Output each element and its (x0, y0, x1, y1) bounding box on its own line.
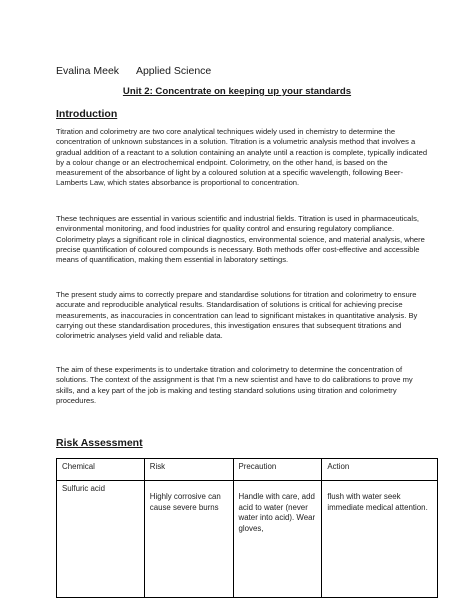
chemical-value: Sulfuric acid (62, 484, 105, 493)
column-header-precaution: Precaution (233, 459, 322, 481)
column-header-risk: Risk (144, 459, 233, 481)
column-header-action: Action (322, 459, 438, 481)
cell-action (322, 481, 438, 598)
risk-value: Highly corrosive can cause severe burns (149, 492, 221, 512)
introduction-heading: Introduction (56, 108, 118, 120)
precaution-value: Handle with care, add acid to water (never water into acid). Wear gloves, (238, 492, 316, 533)
subject-name: Applied Science (135, 65, 212, 77)
cell-risk (144, 481, 233, 598)
action-value: flush with water seek immediate medical attention. (327, 492, 428, 512)
table-header-row (57, 459, 438, 481)
unit-title: Unit 2: Concentrate on keeping up your standards (122, 86, 352, 97)
table-row (57, 481, 438, 598)
intro-paragraph-2: These techniques are essential in various scientific and industrial fields. Titration is used in pharmaceuticals, environmental monitoring, and food industries for quality control and ensuring regulatory compliance. Colorimetry plays a significant role in clinical diagnostics, environmental science, and material analysis, where precise quantification of coloured compounds is necessary. Both methods offer cost-effective and accessible means of quantification, making them essential in laboratory settings. (56, 214, 425, 265)
intro-paragraph-3: The present study aims to correctly prepare and standardise solutions for titration and colorimetry to ensure accurate and reproducible analytical results. Standardisation of solutions is critical for achieving precise measurements, as inaccuracies in concentration can lead to significant mistakes in quantitative analysis. By carrying out these standardisation procedures, this investigation ensures that subsequent titrations and colorimetric analyses yield valid and reliable data. (56, 290, 418, 341)
author-name: Evalina Meek (56, 65, 120, 77)
cell-chemical (57, 481, 145, 598)
cell-precaution (233, 481, 322, 598)
column-header-chemical: Chemical (57, 459, 145, 481)
risk-assessment-table (56, 458, 438, 598)
intro-paragraph-4: The aim of these experiments is to undertake titration and colorimetry to determine the concentration of solutions. The context of the assignment is that I'm a new scientist and have to do calibrations to prove my skills, and a key part of the job is making and testing standard solutions using titration and colorimetry procedures. (56, 365, 413, 405)
risk-assessment-heading: Risk Assessment (56, 437, 143, 449)
intro-paragraph-1: Titration and colorimetry are two core analytical techniques widely used in chemistry to determine the concentration of unknown substances in a solution. Titration is a volumetric analysis method that involves a gradual addition of a reactant to a solution containing an analyte until a reaction is complete, typically indicated by a colour change or an electrochemical endpoint. Colorimetry, on the other hand, is based on the measurement of the absorbance of light by a coloured solution at a specific wavelength, following Beer-Lamberts Law, which states absorbance is proportional to concentration. (56, 127, 428, 188)
author-line (56, 65, 211, 77)
